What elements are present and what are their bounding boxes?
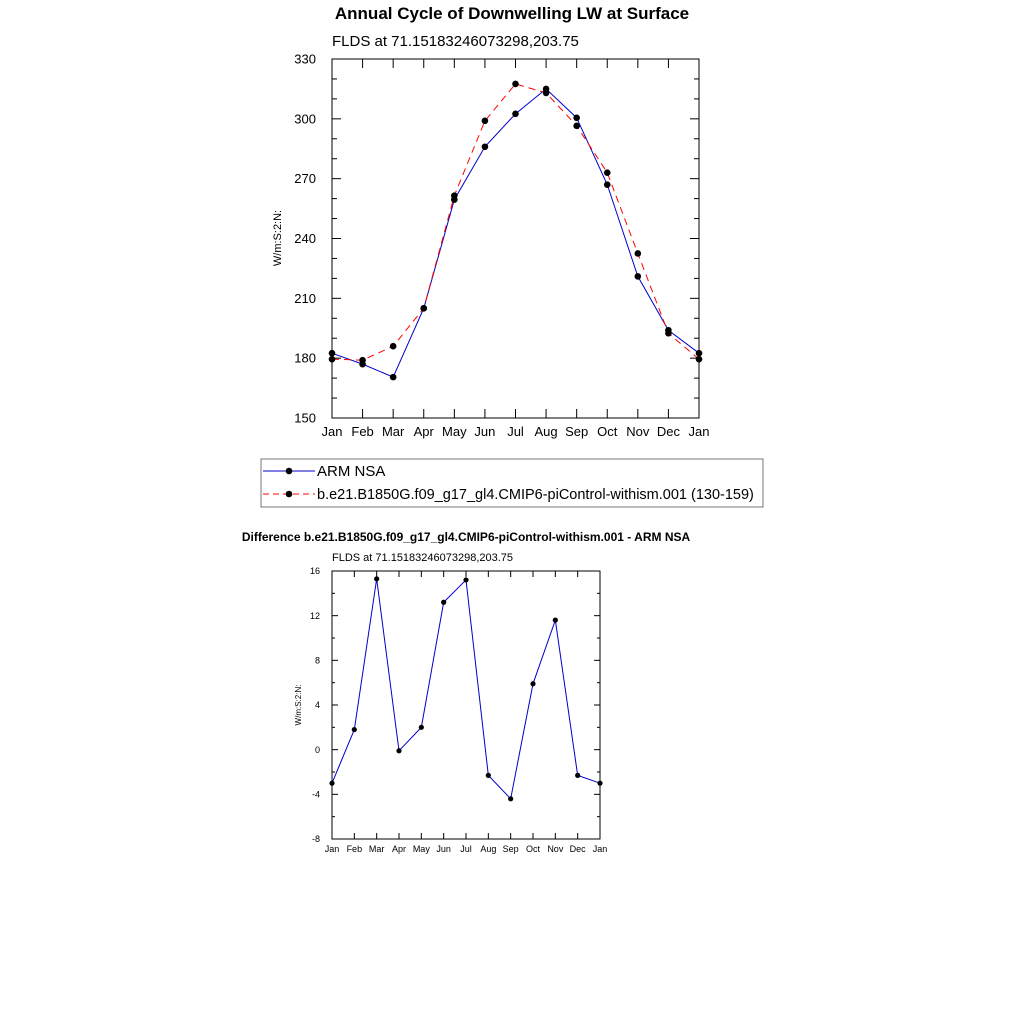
y-tick-label: 0 bbox=[314, 744, 320, 755]
series-0-point bbox=[553, 618, 558, 623]
x-tick-label: Aug bbox=[534, 424, 558, 439]
series-1-point bbox=[635, 250, 642, 257]
series-0-point bbox=[512, 111, 519, 118]
series-1-point bbox=[390, 343, 397, 350]
series-1-point bbox=[359, 357, 366, 364]
axes bbox=[294, 52, 709, 439]
y-tick-label: -8 bbox=[311, 834, 320, 845]
series-0-point bbox=[482, 143, 489, 150]
series-0-point bbox=[329, 350, 336, 357]
annual-cycle-chart bbox=[261, 4, 763, 507]
x-tick-label: Oct bbox=[525, 844, 541, 854]
y-tick-label: 270 bbox=[294, 171, 316, 187]
series-0-point bbox=[530, 681, 535, 686]
y-tick-label: 16 bbox=[309, 566, 320, 577]
x-tick-label: Dec bbox=[656, 424, 680, 439]
y-tick-label: 8 bbox=[314, 655, 320, 666]
series-1-point bbox=[543, 90, 550, 97]
series-line-0 bbox=[332, 89, 699, 377]
y-tick-label: -4 bbox=[311, 789, 320, 800]
series-1-point bbox=[420, 305, 427, 312]
series-1-point bbox=[573, 123, 580, 130]
x-tick-label: Mar bbox=[381, 424, 405, 439]
y-tick-label: 180 bbox=[294, 350, 316, 366]
series-1-point bbox=[604, 169, 611, 176]
y-tick-label: 12 bbox=[309, 610, 320, 621]
x-tick-label: Apr bbox=[391, 844, 407, 854]
y-tick-label: 240 bbox=[294, 231, 316, 247]
difference-chart bbox=[242, 530, 691, 854]
x-tick-label: Jul bbox=[507, 424, 524, 439]
series-1-point bbox=[329, 356, 336, 363]
x-tick-label: Dec bbox=[569, 844, 586, 854]
series-line-1 bbox=[332, 84, 699, 360]
axes bbox=[310, 566, 607, 854]
series-0-point bbox=[508, 796, 513, 801]
series-0-point bbox=[352, 727, 357, 732]
series-0-point bbox=[329, 781, 334, 786]
legend-label-arm-nsa: ARM NSA bbox=[317, 463, 386, 480]
x-tick-label: Oct bbox=[597, 424, 618, 439]
series-group bbox=[329, 81, 703, 381]
x-tick-label: Sep bbox=[502, 844, 519, 854]
y-axis-label: W/m:S:2:N: bbox=[294, 684, 303, 726]
y-tick-label: 330 bbox=[294, 51, 316, 67]
y-tick-label: 150 bbox=[294, 410, 316, 426]
x-tick-label: May bbox=[412, 844, 430, 854]
y-tick-label: 300 bbox=[294, 111, 316, 127]
x-tick-label: Jun bbox=[474, 424, 496, 439]
x-tick-label: Jan bbox=[321, 424, 343, 439]
series-line-0 bbox=[332, 579, 600, 799]
series-0-point bbox=[374, 576, 379, 581]
series-1-point bbox=[482, 118, 489, 125]
y-axis-label: W/m:S:2:N: bbox=[272, 209, 284, 267]
x-tick-label: Jan bbox=[592, 844, 608, 854]
x-tick-label: Aug bbox=[480, 844, 497, 854]
x-tick-label: Jan bbox=[688, 424, 710, 439]
x-tick-label: Mar bbox=[368, 844, 385, 854]
series-0-point bbox=[463, 577, 468, 582]
y-tick-label: 4 bbox=[314, 700, 320, 711]
x-tick-label: May bbox=[442, 424, 467, 439]
x-tick-label: Feb bbox=[346, 844, 363, 854]
legend bbox=[261, 459, 763, 507]
series-1-point bbox=[665, 330, 672, 337]
chart-title: Difference b.e21.B1850G.f09_g17_gl4.CMIP6-piControl-withism.001 - ARM NSA bbox=[241, 530, 691, 544]
x-tick-label: Apr bbox=[413, 424, 434, 439]
x-tick-label: Sep bbox=[565, 424, 589, 439]
legend-marker-model bbox=[286, 491, 293, 498]
series-0-point bbox=[486, 773, 491, 778]
x-tick-label: Nov bbox=[547, 844, 564, 854]
chart-title: Annual Cycle of Downwelling LW at Surface bbox=[334, 4, 690, 23]
series-0-point bbox=[396, 748, 401, 753]
x-tick-label: Jun bbox=[436, 844, 451, 854]
series-group bbox=[329, 576, 602, 801]
series-0-point bbox=[441, 600, 446, 605]
series-0-point bbox=[696, 350, 703, 357]
chart-subtitle: FLDS at 71.15183246073298,203.75 bbox=[332, 33, 579, 50]
legend-label-model: b.e21.B1850G.f09_g17_gl4.CMIP6-piControl-withism.001 (130-159) bbox=[317, 487, 754, 503]
series-0-point bbox=[390, 374, 397, 381]
series-0-point bbox=[419, 725, 424, 730]
series-0-point bbox=[597, 781, 602, 786]
x-tick-label: Nov bbox=[626, 424, 650, 439]
series-1-point bbox=[696, 356, 703, 363]
series-0-point bbox=[575, 773, 580, 778]
series-1-point bbox=[451, 192, 458, 199]
series-0-point bbox=[604, 181, 611, 188]
x-tick-label: Feb bbox=[351, 424, 374, 439]
series-0-point bbox=[573, 115, 580, 122]
chart-subtitle: FLDS at 71.15183246073298,203.75 bbox=[332, 552, 514, 564]
series-1-point bbox=[512, 81, 519, 88]
x-tick-label: Jul bbox=[460, 844, 472, 854]
series-0-point bbox=[635, 273, 642, 280]
y-tick-label: 210 bbox=[294, 290, 316, 306]
legend-marker-arm-nsa bbox=[286, 468, 293, 475]
x-tick-label: Jan bbox=[324, 844, 340, 854]
